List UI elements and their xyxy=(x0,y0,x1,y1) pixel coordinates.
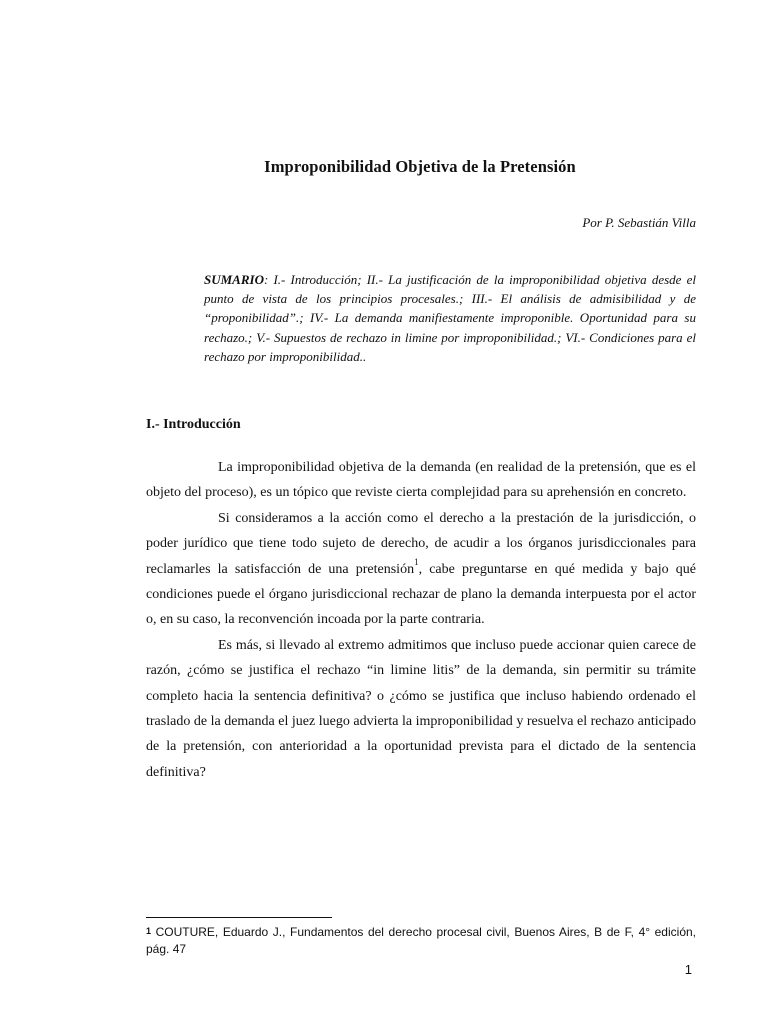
footnote-separator xyxy=(146,917,332,918)
footnote-text: COUTURE, Eduardo J., Fundamentos del derecho procesal civil, Buenos Aires, B de F, 4° edición, pág. 47 xyxy=(146,925,696,956)
paragraph: La improponibilidad objetiva de la demanda (en realidad de la pretensión, que es el objeto del proceso), es un tópico que reviste cierta complejidad para su aprehensión en concreto. xyxy=(146,460,696,501)
summary-block xyxy=(204,270,696,366)
body-text xyxy=(146,455,696,785)
page-number: 1 xyxy=(684,962,692,977)
paragraph xyxy=(146,506,696,633)
paragraph: Es más, si llevado al extremo admitimos que incluso puede accionar quien carece de razón, ¿cómo se justifica el rechazo “in limine litis” de la demanda, sin permitir su trámite completo hacia la sentencia definitiva? o ¿cómo se justifica que incluso habiendo ordenado el traslado de la demanda el juez luego advierta la improponibilidad y resuelva el rechazo anticipado de la pretensión, con anterioridad a la oportunidad prevista para el dictado de la sentencia definitiva? xyxy=(146,637,696,780)
footnote-number: 1 xyxy=(146,926,152,936)
document-title: Improponibilidad Objetiva de la Pretensión xyxy=(264,157,576,176)
summary-text: : I.- Introducción; II.- La justificación de la improponibilidad objetiva desde el punto de vista de los principios procesales.; III.- El análisis de admisibilidad y de “proponibilidad”.; IV.- La demanda manifiestamente improponible. Oportunidad para su rechazo.; V.- Supuestos de rechazo in limine por improponibilidad.; VI.- Condiciones para el rechazo por improponibilidad.. xyxy=(204,272,696,364)
footnote xyxy=(146,924,696,958)
footnote-reference: 1 xyxy=(414,556,419,567)
author-line: Por P. Sebastián Villa xyxy=(582,215,696,230)
section-heading: I.- Introducción xyxy=(146,417,241,432)
paragraph-text: Si consideramos a la acción como el derecho a la prestación de la jurisdicción, o poder jurídico que tiene todo sujeto de derecho, de acudir a los órganos jurisdiccionales para reclamarles la satisfacción de una pretensión xyxy=(146,510,696,577)
summary-label: SUMARIO xyxy=(204,272,264,287)
paragraph-text: , cabe preguntarse en qué medida y bajo qué condiciones puede el órgano jurisdiccional rechazar de plano la demanda interpuesta por el actor o, en su caso, la reconvención incoada por la parte contraria. xyxy=(146,561,696,628)
